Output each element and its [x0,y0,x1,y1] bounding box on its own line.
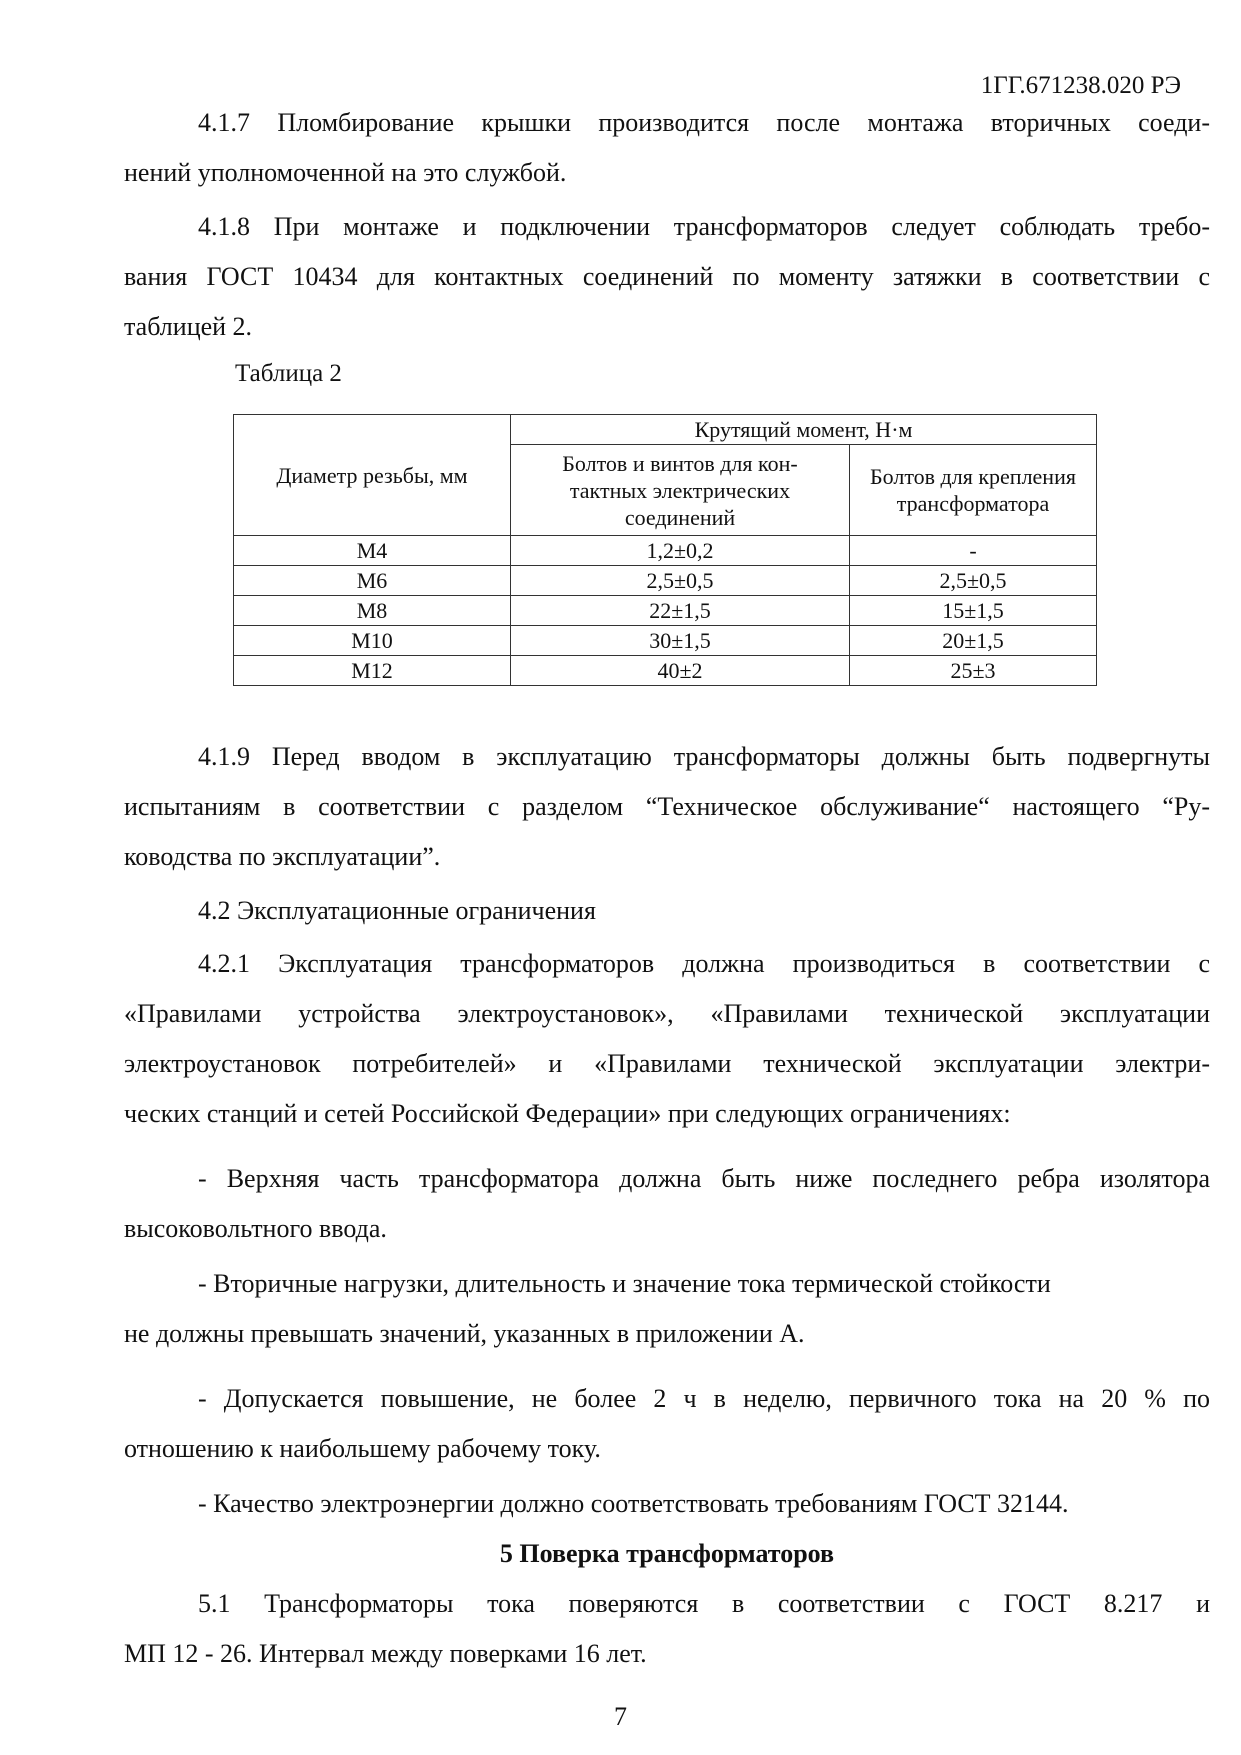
paragraph-4-2-1-line4: ческих станций и сетей Российской Федерации» при следующих ограничениях: [124,1099,1011,1128]
cell-mounting-torque: 15±1,5 [850,596,1097,626]
cell-contact-torque: 1,2±0,2 [511,536,850,566]
paragraph-4-1-9: 4.1.9 Перед вводом в эксплуатацию трансформаторы должны быть подвергнуты [198,742,1210,771]
cell-mounting-torque: 2,5±0,5 [850,566,1097,596]
table-row [234,536,1097,566]
text-block-bottom [124,732,1210,1679]
paragraph-4-1-8-line3: таблицей 2. [124,312,253,341]
paragraph-4-1-8: 4.1.8 При монтаже и подключении трансформаторов следует соблюдать требо- [198,212,1210,241]
paragraph-4-2-1-line3: электроустановок потребителей» и «Правилами технической эксплуатации электри- [124,1049,1210,1078]
header-torque: Крутящий момент, Н·м [511,415,1097,445]
paragraph-4-1-8-line2: вания ГОСТ 10434 для контактных соединений по моменту затяжки в соответствии с [124,262,1210,291]
bullet-1-line2: высоковольтного ввода. [124,1214,387,1243]
table-row [234,566,1097,596]
paragraph-4-1-7-cont: нений уполномоченной на это службой. [124,158,567,187]
cell-mounting-torque: - [850,536,1097,566]
cell-contact-torque: 30±1,5 [511,626,850,656]
cell-contact-torque: 2,5±0,5 [511,566,850,596]
bullet-1: - Верхняя часть трансформатора должна быть ниже последнего ребра изолятора [198,1164,1210,1193]
table-body [234,536,1097,686]
document-code: 1ГГ.671238.020 РЭ [980,72,1181,99]
paragraph-4-2-1-line2: «Правилами устройства электроустановок», «Правилами технической эксплуатации [124,999,1210,1028]
cell-mounting-torque: 25±3 [850,656,1097,686]
torque-table [233,414,1097,686]
bullet-3-line2: отношению к наибольшему рабочему току. [124,1434,601,1463]
paragraph-5-1-line2: МП 12 - 26. Интервал между поверками 16 лет. [124,1639,647,1668]
bullet-2: - Вторичные нагрузки, длительность и значение тока термической стойкости [198,1269,1051,1298]
paragraph-4-1-9-line3: ководства по эксплуатации”. [124,842,441,871]
cell-diameter: М10 [234,626,511,656]
header-mounting-bolts: Болтов для крепления трансформатора [850,445,1097,536]
cell-diameter: М12 [234,656,511,686]
paragraph-4-1-9-line2: испытаниям в соответствии с разделом “Техническое обслуживание“ настоящего “Ру- [124,792,1210,821]
paragraph-4-2-1: 4.2.1 Эксплуатация трансформаторов должна производиться в соответствии с [198,949,1210,978]
bullet-3: - Допускается повышение, не более 2 ч в неделю, первичного тока на 20 % по [198,1384,1210,1413]
cell-contact-torque: 22±1,5 [511,596,850,626]
section-5-title: 5 Поверка трансформаторов [499,1539,835,1568]
header-diameter: Диаметр резьбы, мм [234,415,511,536]
header-contact-bolts: Болтов и винтов для кон-тактных электрических соединений [511,445,850,536]
cell-diameter: М4 [234,536,511,566]
bullet-2-line2: не должны превышать значений, указанных в приложении А. [124,1319,805,1348]
text-block-top [124,98,1210,352]
table-row [234,596,1097,626]
paragraph-5-1: 5.1 Трансформаторы тока поверяются в соответствии с ГОСТ 8.217 и [198,1589,1210,1618]
cell-mounting-torque: 20±1,5 [850,626,1097,656]
table-row [234,626,1097,656]
bullet-4: - Качество электроэнергии должно соответствовать требованиям ГОСТ 32144. [198,1489,1069,1518]
table-caption: Таблица 2 [235,360,342,387]
page-number: 7 [614,1702,627,1731]
cell-diameter: М8 [234,596,511,626]
table-row [234,656,1097,686]
heading-4-2: 4.2 Эксплуатационные ограничения [198,896,596,925]
paragraph-4-1-7: 4.1.7 Пломбирование крышки производится после монтажа вторичных соеди- [198,108,1210,137]
cell-diameter: М6 [234,566,511,596]
cell-contact-torque: 40±2 [511,656,850,686]
